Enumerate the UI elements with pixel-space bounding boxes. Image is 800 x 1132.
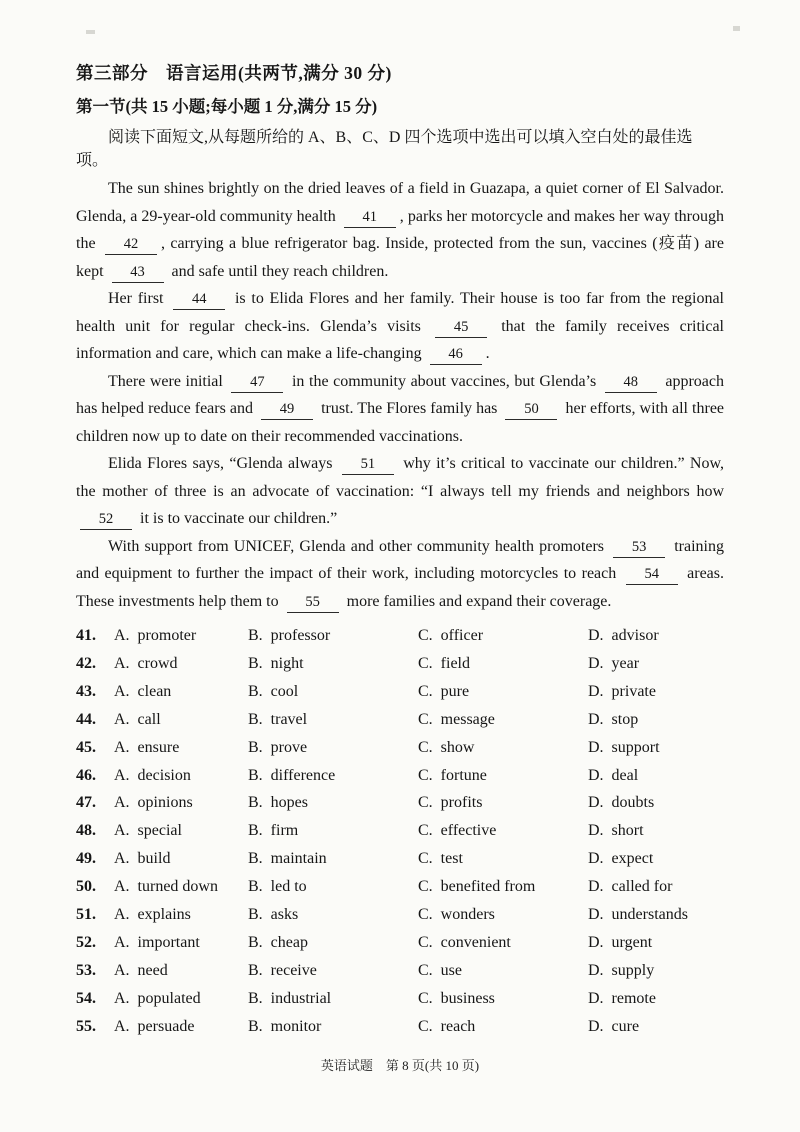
question-number: 45. [76,738,96,756]
option-choice-C: C. wonders [418,906,495,924]
option-choice-B: B. receive [248,961,317,979]
option-row-48 [76,817,724,845]
question-number: 44. [76,710,96,728]
cloze-blank-53: 53 [613,539,665,558]
cloze-blank-54: 54 [626,566,678,585]
option-choice-B: B. professor [248,627,331,644]
option-choice-A: A. decision [114,766,191,784]
cloze-blank-45: 45 [435,319,487,338]
option-choice-B: B. monitor [248,1017,322,1035]
option-row-51 [76,901,724,929]
option-row-53 [76,957,724,985]
option-choice-D: D. stop [588,710,639,728]
option-choice-C: C. fortune [418,766,487,784]
passage-paragraph: Her first 44 is to Elida Flores and her family. Their house is too far from the regional health unit for regular check-ins. Glenda’s visits 45 that the family receives critical information and care, which can make a life-changing 46 . [76,285,724,368]
option-choice-B: B. asks [248,906,299,924]
option-choice-A: A. special [114,822,182,840]
cloze-blank-52: 52 [80,511,132,530]
cloze-passage [76,175,724,615]
option-choice-A: A. clean [114,682,172,700]
cloze-blank-42: 42 [105,236,157,255]
option-choice-A: A. explains [114,906,191,924]
option-choice-C: C. officer [418,627,484,644]
options-table [76,622,724,1041]
option-choice-A: A. build [114,850,171,868]
option-choice-B: B. cool [248,682,299,700]
option-row-49 [76,845,724,873]
option-choice-C: C. pure [418,682,470,700]
option-choice-D: D. year [588,654,640,672]
question-number: 47. [76,794,96,812]
option-choice-C: C. show [418,738,475,756]
question-number: 49. [76,850,96,868]
cloze-blank-43: 43 [112,264,164,283]
option-choice-C: C. use [418,961,462,979]
option-choice-D: D. doubts [588,794,655,812]
scan-artifact [733,26,740,31]
cloze-blank-48: 48 [605,374,657,393]
option-choice-D: D. private [588,682,656,700]
option-row-46 [76,762,724,790]
option-choice-A: A. ensure [114,738,180,756]
option-row-47 [76,789,724,817]
part-title: 第三部分 语言运用 [76,63,238,83]
question-number: 52. [76,933,96,951]
option-choice-B: B. cheap [248,933,308,951]
option-choice-C: C. message [418,710,495,728]
question-number: 42. [76,654,96,672]
question-number: 53. [76,961,96,979]
question-number: 41. [76,627,96,644]
option-choice-B: B. led to [248,878,307,896]
option-choice-D: D. understands [588,906,688,924]
passage-paragraph: There were initial 47 in the community about vaccines, but Glenda’s 48 approach has helped reduce fears and 49 trust. The Flores family has 50 her efforts, with all three children now up to date on their recommended vaccinations. [76,372,725,445]
section-title: 第一节 [76,97,126,116]
option-choice-C: C. profits [418,794,483,812]
option-choice-D: D. short [588,822,644,840]
option-row-43 [76,678,724,706]
cloze-blank-47: 47 [231,374,283,393]
option-choice-B: B. prove [248,738,308,756]
question-number: 46. [76,766,96,784]
option-choice-A: A. turned down [114,878,218,896]
option-choice-B: B. industrial [248,989,332,1007]
option-row-45 [76,734,724,762]
scan-artifact [86,30,95,34]
part-note: (共两节,满分 30 分) [238,63,392,83]
section-note: (共 15 小题;每小题 1 分,满分 15 分) [125,97,378,116]
part-heading [76,60,724,85]
option-row-42 [76,650,724,678]
option-row-55 [76,1013,724,1041]
option-choice-D: D. cure [588,1017,640,1035]
option-choice-B: B. night [248,654,304,672]
cloze-blank-44: 44 [173,291,225,310]
option-choice-A: A. promoter [114,627,197,644]
option-choice-C: C. business [418,989,495,1007]
page-footer: 英语试题 第 8 页(共 10 页) [320,1057,480,1073]
cloze-blank-46: 46 [430,346,482,365]
option-choice-B: B. firm [248,822,299,840]
option-choice-A: A. important [114,933,200,951]
option-choice-A: A. persuade [114,1017,195,1035]
question-number: 55. [76,1017,96,1035]
option-choice-C: C. field [418,654,470,672]
question-number: 43. [76,682,96,700]
option-choice-C: C. reach [418,1017,476,1035]
option-row-52 [76,929,724,957]
cloze-blank-55: 55 [287,594,339,613]
option-choice-D: D. expect [588,850,654,868]
option-choice-C: C. convenient [418,933,511,951]
question-number: 50. [76,878,96,896]
option-choice-C: C. test [418,850,463,868]
option-choice-A: A. call [114,710,161,728]
cloze-blank-50: 50 [505,401,557,420]
option-choice-A: A. populated [114,989,201,1007]
option-choice-C: C. benefited from [418,878,536,896]
option-choice-D: D. supply [588,961,655,979]
cloze-blank-41: 41 [344,209,396,228]
option-row-44 [76,706,724,734]
cloze-blank-51: 51 [342,456,394,475]
passage-paragraph: The sun shines brightly on the dried leaves of a field in Guazapa, a quiet corner of El Salvador. Glenda, a 29-year-old community health 41 , parks her motorcycle and makes her way through the 42 , carrying a blue refrigerator bag. Inside, protected from the sun, vaccines (疫苗) are kept 43 and safe until they reach children. [76,175,724,285]
option-choice-B: B. travel [248,710,308,728]
question-number: 51. [76,906,96,924]
option-choice-D: D. remote [588,989,656,1007]
option-row-54 [76,985,724,1013]
option-choice-D: D. support [588,738,660,756]
option-choice-B: B. hopes [248,794,308,812]
option-choice-D: D. urgent [588,933,653,951]
question-number: 54. [76,989,96,1007]
option-choice-D: D. advisor [588,627,659,644]
option-choice-C: C. effective [418,822,497,840]
option-choice-A: A. crowd [114,654,178,672]
option-choice-B: B. maintain [248,850,327,868]
section-heading [76,93,724,117]
option-choice-D: D. called for [588,878,673,896]
option-choice-A: A. opinions [114,794,193,812]
option-row-50 [76,873,724,901]
option-choice-B: B. difference [248,766,336,784]
passage-paragraph: Elida Flores says, “Glenda always 51 why it’s critical to vaccinate our children.” Now, the mother of three is an advocate of vaccination: “I always tell my friends and neighbors how 52 it is to vaccinate our children.” [76,450,724,533]
cloze-blank-49: 49 [261,401,313,420]
option-choice-A: A. need [114,961,168,979]
question-number: 48. [76,822,96,840]
option-row-41 [76,622,724,650]
cloze-instruction: 阅读下面短文,从每题所给的 A、B、C、D 四个选项中选出可以填入空白处的最佳选项。 [76,129,693,169]
passage-paragraph: With support from UNICEF, Glenda and other community health promoters 53 training and equipment to further the impact of their work, including motorcycles to reach 54 areas. These investments help them to 55 more families and expand their coverage. [76,533,724,616]
option-choice-D: D. deal [588,766,639,784]
